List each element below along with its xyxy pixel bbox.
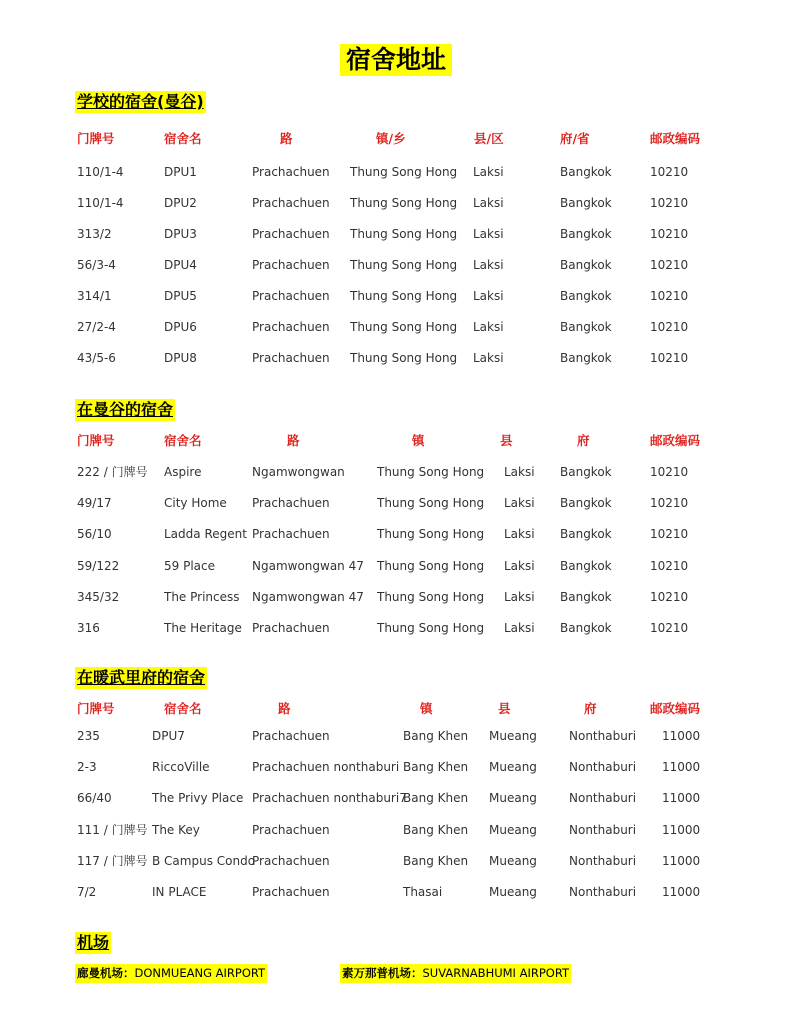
cell-house-number: 110/1-4	[77, 165, 124, 179]
cell-province: Bangkok	[560, 465, 612, 479]
cell-road: Prachachuen	[252, 621, 330, 635]
cell-subdistrict: Thung Song Hong	[377, 621, 485, 635]
cell-road: Prachachuen	[252, 196, 330, 210]
cell-district: Laksi	[473, 320, 504, 334]
cell-district: Laksi	[473, 351, 504, 365]
cell-road: Prachachuen	[252, 823, 330, 837]
airport-name: SUVARNABHUMI AIRPORT	[422, 966, 570, 980]
header-dorm-name: 宿舍名	[164, 131, 202, 146]
table-row	[0, 556, 792, 576]
table-row	[0, 255, 792, 275]
section-title-nonthaburi: 在暖武里府的宿舍	[77, 668, 206, 687]
cell-province: Bangkok	[560, 320, 612, 334]
cell-road: Prachachuen	[252, 289, 330, 303]
cell-postal-code: 10210	[650, 227, 689, 241]
airport-label: 素万那普机场：	[342, 966, 423, 980]
cell-house-number: 117 / 门牌号	[77, 854, 148, 868]
cell-province: Nonthaburi	[569, 791, 637, 805]
cell-house-number: 110/1-4	[77, 196, 124, 210]
header-postal-code: 邮政编码	[650, 433, 701, 448]
section-title-school: 学校的宿舍(曼谷)	[77, 92, 204, 111]
cell-dorm-name: The Princess	[164, 590, 240, 604]
table-row	[0, 348, 792, 368]
cell-province: Nonthaburi	[569, 885, 637, 899]
cell-district: Laksi	[504, 527, 535, 541]
cell-subdistrict: Thung Song Hong	[350, 258, 458, 272]
cell-subdistrict: Thung Song Hong	[350, 351, 458, 365]
header-road: 路	[287, 433, 300, 448]
cell-district: Laksi	[473, 227, 504, 241]
cell-house-number: 235	[77, 729, 100, 743]
cell-district: Mueang	[489, 854, 537, 868]
cell-postal-code: 10210	[650, 289, 689, 303]
cell-dorm-name: DPU5	[164, 289, 197, 303]
cell-province: Bangkok	[560, 227, 612, 241]
header-dorm-name: 宿舍名	[164, 433, 202, 448]
cell-house-number: 59/122	[77, 559, 120, 573]
cell-road: Prachachuen	[252, 729, 330, 743]
cell-province: Bangkok	[560, 559, 612, 573]
table-row	[0, 286, 792, 306]
header-road: 路	[280, 131, 293, 146]
cell-house-number: 56/3-4	[77, 258, 116, 272]
cell-dorm-name: The Key	[152, 823, 200, 837]
cell-subdistrict: Thung Song Hong	[350, 165, 458, 179]
cell-postal-code: 10210	[650, 465, 689, 479]
cell-dorm-name: Aspire	[164, 465, 202, 479]
cell-dorm-name: B Campus Condo	[152, 854, 256, 868]
cell-district: Laksi	[504, 590, 535, 604]
cell-house-number: 314/1	[77, 289, 112, 303]
table-row	[0, 726, 792, 746]
cell-house-number: 7/2	[77, 885, 97, 899]
airport-name: DONMUEANG AIRPORT	[134, 966, 266, 980]
cell-province: Bangkok	[560, 165, 612, 179]
cell-road: Prachachuen	[252, 258, 330, 272]
cell-province: Nonthaburi	[569, 729, 637, 743]
cell-subdistrict: Bang Khen	[403, 791, 469, 805]
section-title-airports: 机场	[77, 933, 110, 952]
cell-postal-code: 10210	[650, 527, 689, 541]
cell-road: Prachachuen	[252, 496, 330, 510]
header-subdistrict: 镇/乡	[376, 131, 406, 146]
cell-postal-code: 11000	[662, 791, 701, 805]
header-province: 府/省	[560, 131, 590, 146]
cell-province: Nonthaburi	[569, 760, 637, 774]
cell-province: Bangkok	[560, 496, 612, 510]
cell-subdistrict: Thung Song Hong	[350, 227, 458, 241]
cell-subdistrict: Thung Song Hong	[350, 196, 458, 210]
cell-dorm-name: DPU6	[164, 320, 197, 334]
cell-dorm-name: City Home	[164, 496, 227, 510]
cell-postal-code: 10210	[650, 320, 689, 334]
header-district: 县/区	[474, 131, 504, 146]
cell-province: Bangkok	[560, 351, 612, 365]
table-row	[0, 851, 792, 871]
table-row	[0, 493, 792, 513]
cell-dorm-name: DPU1	[164, 165, 197, 179]
header-dorm-name: 宿舍名	[164, 701, 202, 716]
cell-house-number: 316	[77, 621, 100, 635]
header-house-number: 门牌号	[77, 131, 115, 146]
cell-postal-code: 10210	[650, 621, 689, 635]
table-header	[0, 129, 792, 149]
cell-district: Mueang	[489, 823, 537, 837]
header-house-number: 门牌号	[77, 701, 115, 716]
cell-postal-code: 11000	[662, 854, 701, 868]
cell-road: Prachachuen	[252, 351, 330, 365]
cell-district: Laksi	[473, 165, 504, 179]
table-row	[0, 193, 792, 213]
table-row	[0, 317, 792, 337]
cell-house-number: 27/2-4	[77, 320, 116, 334]
airport-donmueang	[75, 964, 267, 983]
cell-district: Laksi	[504, 465, 535, 479]
cell-dorm-name: Ladda Regent	[164, 527, 247, 541]
table-row	[0, 618, 792, 638]
cell-postal-code: 11000	[662, 823, 701, 837]
cell-dorm-name: 59 Place	[164, 559, 215, 573]
cell-postal-code: 10210	[650, 496, 689, 510]
cell-province: Bangkok	[560, 258, 612, 272]
cell-postal-code: 10210	[650, 590, 689, 604]
cell-house-number: 2-3	[77, 760, 97, 774]
cell-house-number: 56/10	[77, 527, 112, 541]
cell-district: Laksi	[473, 289, 504, 303]
cell-dorm-name: DPU4	[164, 258, 197, 272]
header-district: 县	[498, 701, 511, 716]
table-row	[0, 162, 792, 182]
table-row	[0, 820, 792, 840]
header-subdistrict: 镇	[412, 433, 425, 448]
cell-subdistrict: Bang Khen	[403, 854, 469, 868]
cell-dorm-name: The Privy Place	[152, 791, 244, 805]
cell-house-number: 66/40	[77, 791, 112, 805]
cell-subdistrict: Bang Khen	[403, 729, 469, 743]
cell-subdistrict: Thung Song Hong	[377, 496, 485, 510]
airport-label: 廊曼机场：	[77, 966, 135, 980]
header-province: 府	[584, 701, 597, 716]
header-road: 路	[278, 701, 291, 716]
cell-house-number: 43/5-6	[77, 351, 116, 365]
cell-province: Bangkok	[560, 196, 612, 210]
airport-suvarnabhumi	[340, 964, 571, 983]
table-row	[0, 587, 792, 607]
cell-province: Bangkok	[560, 621, 612, 635]
table-row	[0, 757, 792, 777]
cell-district: Mueang	[489, 729, 537, 743]
cell-district: Mueang	[489, 885, 537, 899]
cell-road: Prachachuen nonthaburi7	[252, 791, 407, 805]
cell-dorm-name: DPU8	[164, 351, 197, 365]
table-row	[0, 524, 792, 544]
header-province: 府	[577, 433, 590, 448]
cell-dorm-name: DPU7	[152, 729, 185, 743]
cell-district: Mueang	[489, 760, 537, 774]
cell-subdistrict: Thasai	[403, 885, 443, 899]
table-row	[0, 882, 792, 902]
cell-subdistrict: Bang Khen	[403, 760, 469, 774]
cell-dorm-name: IN PLACE	[152, 885, 207, 899]
cell-district: Laksi	[504, 621, 535, 635]
cell-house-number: 345/32	[77, 590, 120, 604]
cell-district: Laksi	[473, 196, 504, 210]
cell-road: Ngamwongwan 47	[252, 559, 364, 573]
header-postal-code: 邮政编码	[650, 131, 701, 146]
cell-subdistrict: Thung Song Hong	[377, 465, 485, 479]
table-header	[0, 699, 792, 719]
cell-district: Laksi	[504, 559, 535, 573]
cell-road: Ngamwongwan	[252, 465, 345, 479]
cell-subdistrict: Thung Song Hong	[377, 559, 485, 573]
cell-subdistrict: Thung Song Hong	[350, 320, 458, 334]
table-header	[0, 431, 792, 451]
cell-district: Laksi	[504, 496, 535, 510]
cell-province: Bangkok	[560, 590, 612, 604]
cell-house-number: 222 / 门牌号	[77, 465, 148, 479]
cell-road: Prachachuen	[252, 320, 330, 334]
cell-subdistrict: Bang Khen	[403, 823, 469, 837]
section-title-bangkok: 在曼谷的宿舍	[77, 400, 174, 419]
cell-province: Bangkok	[560, 289, 612, 303]
header-subdistrict: 镇	[420, 701, 433, 716]
cell-district: Mueang	[489, 791, 537, 805]
cell-dorm-name: RiccoVille	[152, 760, 210, 774]
cell-postal-code: 11000	[662, 885, 701, 899]
cell-road: Prachachuen nonthaburi	[252, 760, 400, 774]
cell-road: Prachachuen	[252, 527, 330, 541]
cell-dorm-name: DPU2	[164, 196, 197, 210]
cell-subdistrict: Thung Song Hong	[377, 590, 485, 604]
cell-road: Prachachuen	[252, 885, 330, 899]
cell-road: Prachachuen	[252, 854, 330, 868]
cell-road: Prachachuen	[252, 227, 330, 241]
cell-district: Laksi	[473, 258, 504, 272]
header-house-number: 门牌号	[77, 433, 115, 448]
cell-road: Ngamwongwan 47	[252, 590, 364, 604]
page-title: 宿舍地址	[340, 44, 452, 76]
cell-house-number: 49/17	[77, 496, 112, 510]
cell-postal-code: 10210	[650, 258, 689, 272]
cell-subdistrict: Thung Song Hong	[377, 527, 485, 541]
cell-postal-code: 10210	[650, 165, 689, 179]
cell-province: Nonthaburi	[569, 854, 637, 868]
cell-dorm-name: DPU3	[164, 227, 197, 241]
cell-dorm-name: The Heritage	[164, 621, 242, 635]
cell-postal-code: 11000	[662, 760, 701, 774]
table-row	[0, 224, 792, 244]
cell-house-number: 111 / 门牌号	[77, 823, 148, 837]
cell-postal-code: 10210	[650, 196, 689, 210]
cell-postal-code: 11000	[662, 729, 701, 743]
table-row	[0, 788, 792, 808]
cell-road: Prachachuen	[252, 165, 330, 179]
cell-province: Bangkok	[560, 527, 612, 541]
cell-postal-code: 10210	[650, 559, 689, 573]
cell-house-number: 313/2	[77, 227, 112, 241]
header-district: 县	[500, 433, 513, 448]
cell-subdistrict: Thung Song Hong	[350, 289, 458, 303]
cell-postal-code: 10210	[650, 351, 689, 365]
cell-province: Nonthaburi	[569, 823, 637, 837]
header-postal-code: 邮政编码	[650, 701, 701, 716]
table-row	[0, 462, 792, 482]
